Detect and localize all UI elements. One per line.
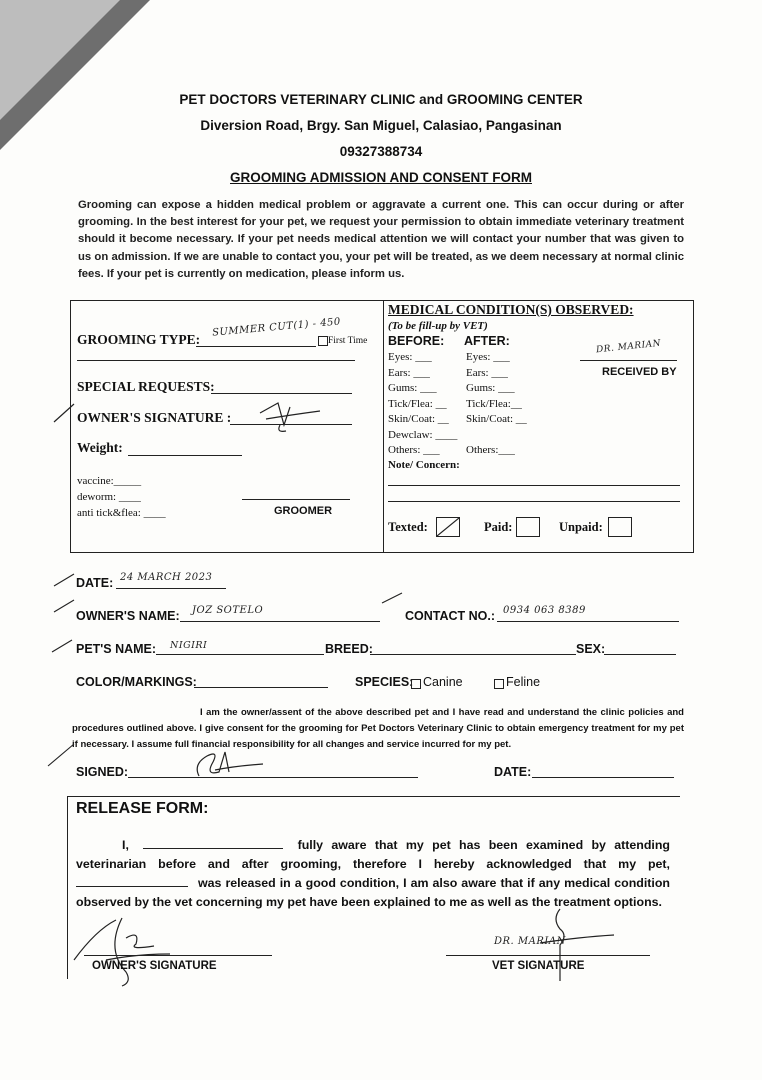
breed-line[interactable] bbox=[370, 654, 576, 655]
owner-signature-scribble bbox=[250, 395, 330, 435]
vet-name: DR. MARIAN bbox=[494, 936, 566, 947]
color-markings-line[interactable] bbox=[194, 687, 328, 688]
species-label: SPECIES: bbox=[355, 675, 414, 689]
grooming-type-value[interactable]: SUMMER CUT(1) - 450 bbox=[211, 316, 342, 339]
grooming-type-label: GROOMING TYPE: bbox=[77, 332, 201, 347]
before-label: BEFORE: bbox=[388, 334, 445, 348]
form-title: GROOMING ADMISSION AND CONSENT FORM bbox=[230, 170, 532, 185]
check-mark-6 bbox=[46, 740, 76, 768]
vet-sig-label: VET SIGNATURE bbox=[492, 960, 585, 972]
canine-label: Canine bbox=[423, 675, 463, 689]
breed-label: BREED: bbox=[325, 642, 373, 656]
after-tick-flea: Tick/Flea:__ bbox=[466, 398, 522, 410]
after-others: Others:___ bbox=[466, 444, 515, 456]
date-line[interactable] bbox=[116, 588, 226, 589]
date-value: 24 MARCH 2023 bbox=[120, 572, 213, 583]
before-tick-flea: Tick/Flea: __ bbox=[388, 398, 447, 410]
weight-line[interactable] bbox=[128, 455, 242, 456]
special-requests-label: SPECIAL REQUESTS: bbox=[77, 379, 215, 394]
vet-sig-scribble bbox=[530, 905, 620, 985]
pet-name-value: NIGIRI bbox=[170, 640, 208, 651]
after-gums: Gums: ___ bbox=[466, 382, 515, 394]
medical-subtitle: (To be fill-up by VET) bbox=[388, 320, 488, 332]
note-line-1[interactable] bbox=[388, 485, 680, 486]
texted-checkbox[interactable] bbox=[436, 517, 460, 537]
check-mark-2 bbox=[52, 572, 76, 588]
received-by-label: RECEIVED BY bbox=[602, 366, 677, 378]
owner-sig-scribble bbox=[66, 910, 176, 990]
first-time-checkbox[interactable] bbox=[318, 336, 328, 346]
unpaid-label: Unpaid: bbox=[559, 520, 603, 534]
after-eyes: Eyes: ___ bbox=[466, 351, 510, 363]
unpaid-checkbox[interactable] bbox=[608, 517, 632, 537]
contact-value: 0934 063 8389 bbox=[503, 605, 586, 616]
check-mark-4 bbox=[380, 591, 404, 605]
consent-paragraph bbox=[72, 705, 684, 753]
received-by-name: DR. MARIAN bbox=[595, 338, 662, 356]
vet-sig-line[interactable] bbox=[446, 955, 650, 956]
tick-flea-label: anti tick&flea: ____ bbox=[77, 507, 166, 519]
before-ears: Ears: ___ bbox=[388, 367, 430, 379]
check-mark-1 bbox=[52, 400, 78, 426]
feline-checkbox[interactable] bbox=[494, 679, 504, 689]
owner-signature-label: OWNER'S SIGNATURE : bbox=[77, 410, 232, 425]
grooming-type-line bbox=[196, 346, 316, 347]
contact-label: CONTACT NO.: bbox=[405, 609, 496, 623]
clinic-name: PET DOCTORS VETERINARY CLINIC and GROOMING CENTER bbox=[179, 92, 583, 107]
check-mark-3 bbox=[52, 598, 76, 614]
before-gums: Gums: ___ bbox=[388, 382, 437, 394]
paid-label: Paid: bbox=[484, 520, 513, 534]
weight-label: Weight: bbox=[77, 440, 123, 455]
owner-name-line[interactable] bbox=[180, 621, 380, 622]
release-text-1: fully aware that my pet has been examined by attending veterinarian before and after grooming, therefore I hereby acknowledged that my pet, bbox=[76, 838, 671, 871]
check-mark-5 bbox=[50, 638, 74, 654]
release-title: RELEASE FORM: bbox=[76, 800, 209, 817]
release-i: I, bbox=[122, 838, 129, 852]
sex-line[interactable] bbox=[604, 654, 676, 655]
paid-checkbox[interactable] bbox=[516, 517, 540, 537]
signed-date-line[interactable] bbox=[532, 777, 674, 778]
note-line-2[interactable] bbox=[388, 501, 680, 502]
before-others: Others: ___ bbox=[388, 444, 440, 456]
release-paragraph bbox=[76, 836, 670, 912]
groomer-label: GROOMER bbox=[274, 505, 333, 517]
clinic-address: Diversion Road, Brgy. San Miguel, Calasiao, Pangasinan bbox=[200, 118, 562, 133]
signed-signature-scribble bbox=[185, 746, 275, 786]
sex-label: SEX: bbox=[576, 642, 606, 656]
after-ears: Ears: ___ bbox=[466, 367, 508, 379]
after-label: AFTER: bbox=[464, 334, 510, 348]
pet-name-line[interactable] bbox=[156, 654, 324, 655]
signed-date-label: DATE: bbox=[494, 765, 532, 779]
note-concern-label: Note/ Concern: bbox=[388, 459, 460, 471]
contact-line[interactable] bbox=[497, 621, 679, 622]
release-pet-blank[interactable] bbox=[76, 886, 188, 887]
owner-name-value: JOZ SOTELO bbox=[192, 605, 264, 616]
before-dewclaw: Dewclaw: ____ bbox=[388, 429, 458, 441]
date-label: DATE: bbox=[76, 576, 114, 590]
received-by-line bbox=[580, 360, 677, 361]
medical-title: MEDICAL CONDITION(S) OBSERVED: bbox=[388, 302, 634, 317]
clinic-phone: 09327388734 bbox=[339, 144, 423, 159]
intro-paragraph: Grooming can expose a hidden medical problem or aggravate a current one. This can occur during or after grooming. In the best interest for your pet, we request your permission to obtain immediate veterinary treatment should it become necessary. If your pet needs medical attention we will contact your number that was given to us on admission. If we are unable to contact you, your pet will be treated, as we deem necessary at normal clinic fees. If your pet is currently on medication, please inform us. bbox=[78, 199, 684, 280]
texted-check-mark bbox=[437, 518, 459, 536]
vaccine-label: vaccine:_____ bbox=[77, 475, 142, 487]
signed-label: SIGNED: bbox=[76, 765, 129, 779]
box-divider bbox=[383, 301, 384, 552]
deworm-label: deworm: ____ bbox=[77, 491, 141, 503]
owner-sig-label: OWNER'S SIGNATURE bbox=[92, 960, 217, 972]
groomer-line[interactable] bbox=[242, 499, 350, 500]
before-eyes: Eyes: ___ bbox=[388, 351, 432, 363]
before-skin-coat: Skin/Coat: __ bbox=[388, 413, 449, 425]
consent-text: I am the owner/assent of the above described pet and I have read and understand the clinic policies and procedures outlined above. I give consent for the grooming for Pet Doctors Veterinary Clinic to obtain emergency treatment for my pet if necessary. I assume full financial responsibility for all changes and service incurred for my pet. bbox=[72, 707, 684, 750]
grooming-type-line-2 bbox=[77, 360, 355, 361]
first-time-label: First Time bbox=[328, 336, 368, 346]
feline-label: Feline bbox=[506, 675, 541, 689]
color-markings-label: COLOR/MARKINGS: bbox=[76, 675, 197, 689]
release-text-2: was released in a good condition, I am also aware that if any medical condition observed by the vet concerning my pet have been explained to me as well as the treatment options. bbox=[76, 876, 670, 909]
special-requests-line[interactable] bbox=[211, 393, 352, 394]
texted-label: Texted: bbox=[388, 520, 428, 534]
after-skin-coat: Skin/Coat: __ bbox=[466, 413, 527, 425]
pet-name-label: PET'S NAME: bbox=[76, 642, 157, 656]
owner-name-label: OWNER'S NAME: bbox=[76, 609, 180, 623]
release-owner-blank[interactable] bbox=[143, 848, 283, 849]
canine-checkbox[interactable] bbox=[411, 679, 421, 689]
